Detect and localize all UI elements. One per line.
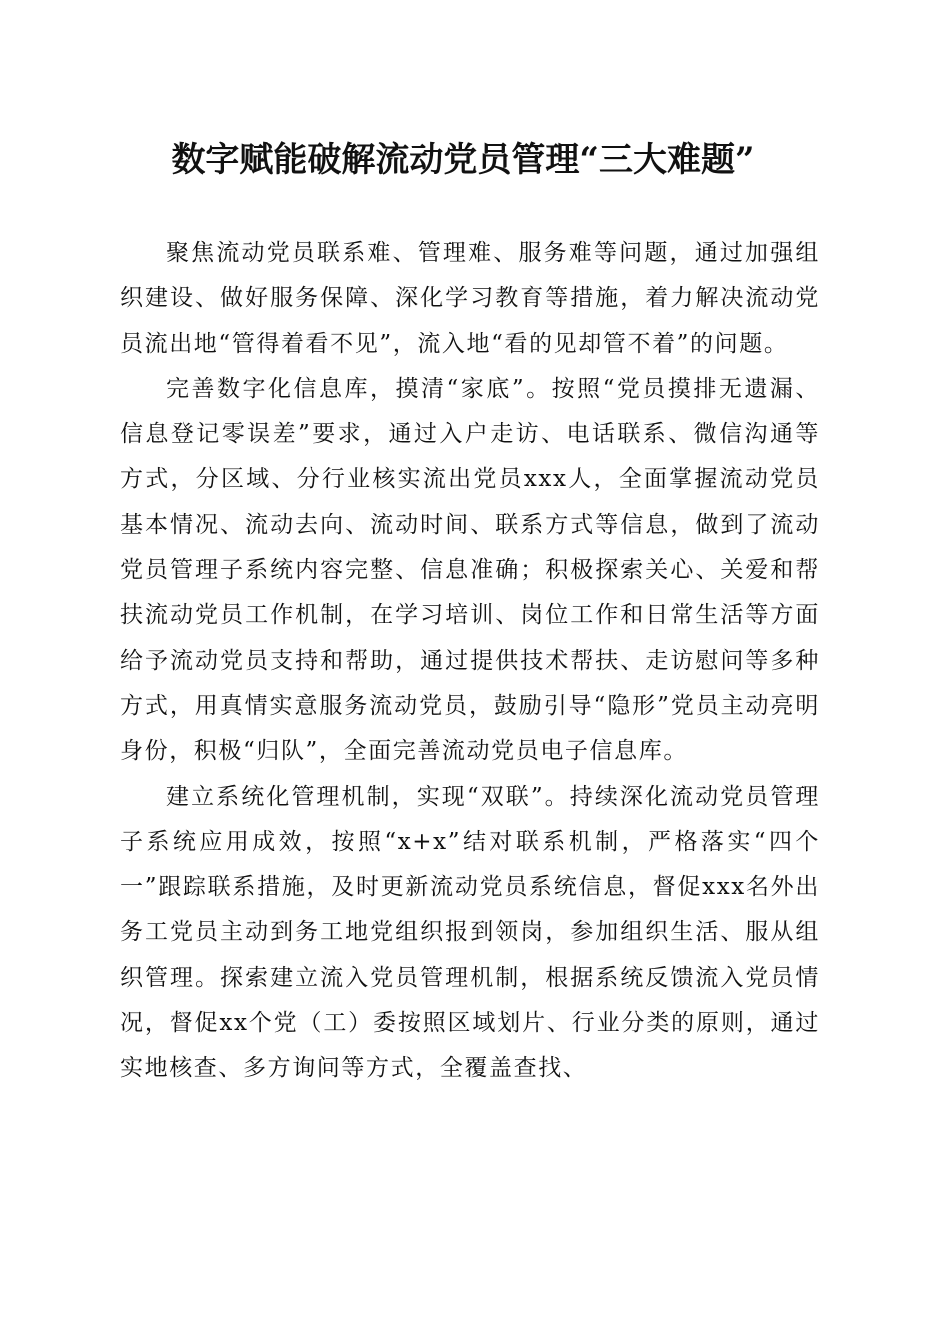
document-title: 数字赋能破解流动党员管理“三大难题” [171,140,755,180]
paragraph-management-mechanism: 建立系统化管理机制，实现“双联”。持续深化流动党员管理子系统应用成效，按照“x+x”结对联系机制，严格落实“四个一”跟踪联系措施，及时更新流动党员系统信息，督促xxx名外出务工党员主动到务工地党组织报到领岗，参加组织生活、服从组织管理。探索建立流入党员管理机制，根据系统反馈流入党员情况，督促xx个党（工）委按照区域划片、行业分类的原则，通过实地核查、多方询问等方式，全覆盖查找、 [120,783,820,1082]
paragraph-intro: 聚焦流动党员联系难、管理难、服务难等问题，通过加强组织建设、做好服务保障、深化学习教育等措施，着力解决流动党员流出地“管得着看不见”，流入地“看的见却管不着”的问题。 [120,240,820,357]
paragraph-info-database: 完善数字化信息库，摸清“家底”。按照“党员摸排无遗漏、信息登记零误差”要求，通过入户走访、电话联系、微信沟通等方式，分区域、分行业核实流出党员xxx人，全面掌握流动党员基本情况、流动去向、流动时间、联系方式等信息，做到了流动党员管理子系统内容完整、信息准确；积极探索关心、关爱和帮扶流动党员工作机制，在学习培训、岗位工作和日常生活等方面给予流动党员支持和帮助，通过提供技术帮扶、走访慰问等多种方式，用真情实意服务流动党员，鼓励引导“隐形”党员主动亮明身份，积极“归队”，全面完善流动党员电子信息库。 [120,375,820,765]
document-body [120,231,820,1092]
